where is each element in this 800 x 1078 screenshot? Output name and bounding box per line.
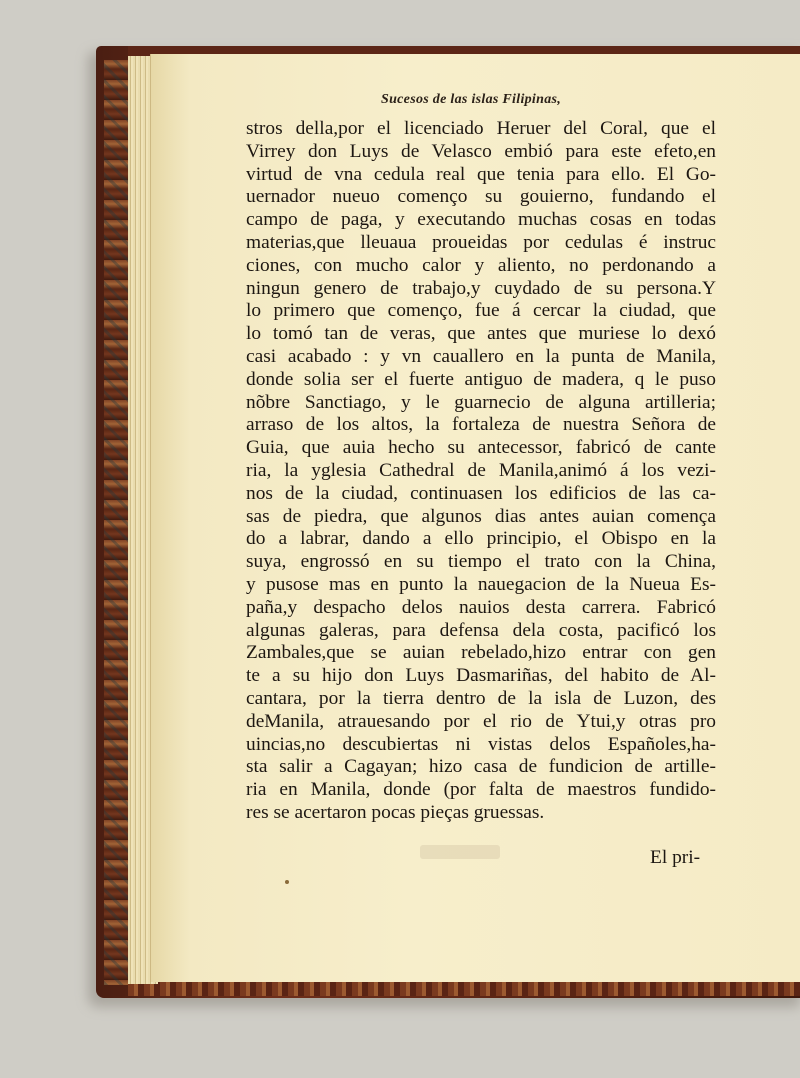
text-line: lo primero que començo, fue á cercar la ciudad, que [246,300,716,322]
page-body [246,118,716,825]
text-line: materias,que lleuaua proueidas por cedulas é instruc [246,231,716,253]
text-line: Guia, que auia hecho su antecessor, fabricó de cante [246,437,716,459]
text-line: uernador nueuo començo su gouierno, fundando el [246,186,716,208]
text-line: campo de paga, y executando muchas cosas en todas [246,209,716,231]
text-line: casi acabado : y vn cauallero en la punta de Manila, [246,345,716,367]
cover-ornament-border [104,60,128,985]
text-line: y pusose mas en punto la nauegacion de la Nueua Es- [246,573,716,595]
text-line: uincias,no descubiertas ni vistas delos Españoles,ha- [246,733,716,755]
text-line: donde solia ser el fuerte antiguo de madera, q le puso [246,368,716,390]
text-line: Virrey don Luys de Velasco embió para este efeto,en [246,140,716,162]
text-line: ria en Manila, donde (por falta de maestros fundido- [246,779,716,801]
text-line: do a labrar, dando a ello principio, el Obispo en la [246,528,716,550]
running-head: Sucesos de las islas Filipinas, [381,92,562,107]
text-line: ciones, con mucho calor y aliento, no perdonando a [246,254,716,276]
text-line: algunas galeras, para defensa dela costa, pacificó los [246,619,716,641]
text-line: nos de la ciudad, continuasen los edificios de las ca- [246,482,716,504]
text-line: paña,y despacho delos nauios desta carrera. Fabricó [246,596,716,618]
text-line: deManila, atrauesando por el rio de Ytui,y otras pro [246,710,716,732]
text-line-last: res se acertaron pocas pieças gruessas. [246,801,545,823]
text-line: Zambales,que se auian rebelado,hizo entrar con gen [246,642,716,664]
text-line: nõbre Sanctiago, y le guarnecio de alguna artilleria; [246,391,716,413]
text-line: lo tomó tan de veras, que antes que muriese lo dexó [246,323,716,345]
text-line: ningun genero de trabajo,y cuydado de su persona.Y [246,277,716,299]
cover-bottom-edge [128,982,800,996]
text-line: te a su hijo don Luys Dasmariñas, del habito de Al- [246,665,716,687]
text-line: cantara, por la tierra dentro de la isla de Luzon, des [246,687,716,709]
text-line: sas de piedra, que algunos dias antes auian comença [246,505,716,527]
ink-show-through [420,845,500,859]
text-line: sta salir a Cagayan; hizo casa de fundicion de artille- [246,756,716,778]
paper-speck [285,880,289,884]
catchword: El pri- [650,847,701,868]
text-line: ria, la yglesia Cathedral de Manila,animó á los vezi- [246,459,716,481]
text-line: suya, engrossó en su tiempo el trato con la China, [246,551,716,573]
text-line: virtud de vna cedula real que tenia para ello. El Go- [246,163,716,185]
text-line: stros della,por el licenciado Heruer del Coral, que el [246,118,716,139]
text-line: arraso de los altos, la fortaleza de nuestra Señora de [246,414,716,436]
